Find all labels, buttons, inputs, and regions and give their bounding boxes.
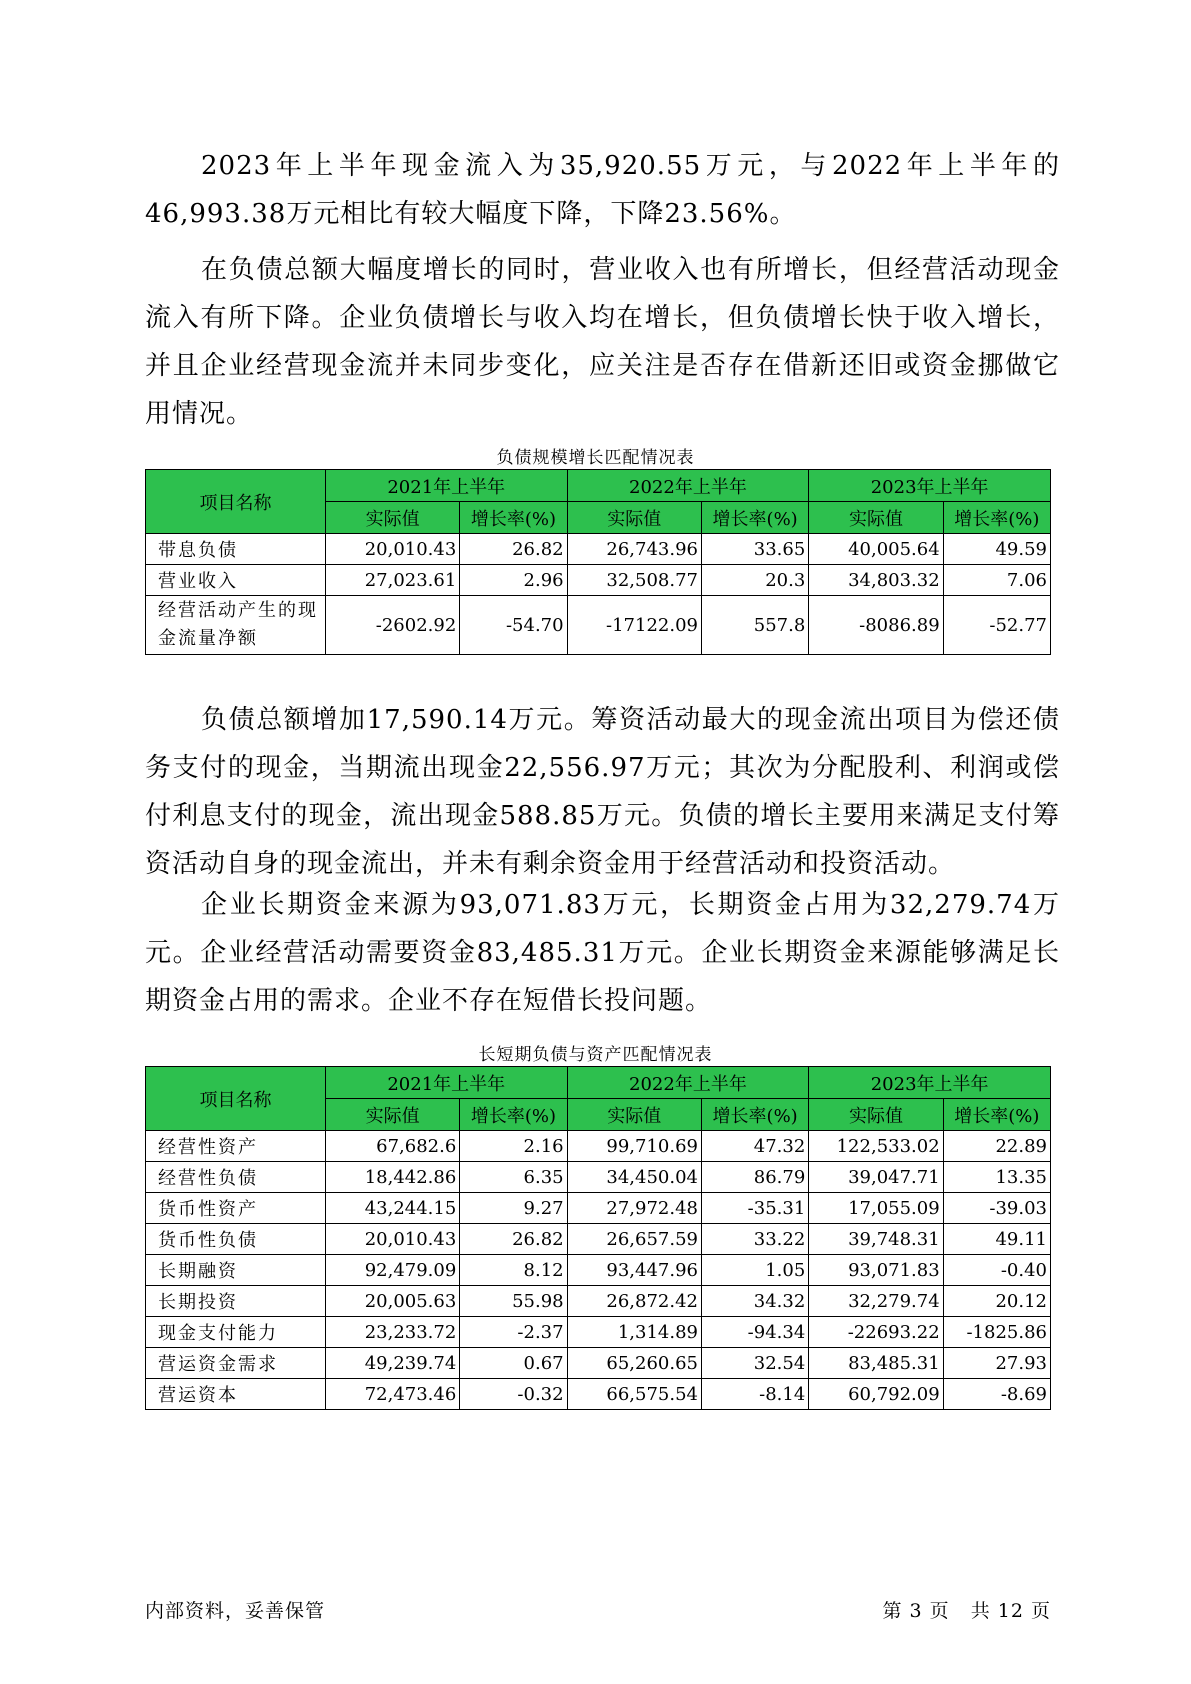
cell-value: -2602.92 [325,596,459,655]
header-growth-rate: 增长率(%) [701,502,808,534]
row-label: 经营性资产 [146,1131,326,1162]
cell-value: 39,047.71 [809,1162,943,1193]
cell-value: 40,005.64 [809,534,943,565]
cell-value: 49,239.74 [325,1348,459,1379]
cell-value: 20,010.43 [325,534,459,565]
header-actual-value: 实际值 [325,1099,459,1131]
cell-value: -8.69 [943,1379,1050,1410]
cell-value: 32,279.74 [809,1286,943,1317]
row-label: 货币性负债 [146,1224,326,1255]
cell-value: 32.54 [701,1348,808,1379]
header-actual-value: 实际值 [809,502,943,534]
table-row [146,1162,1051,1193]
cell-value: 20,010.43 [325,1224,459,1255]
cell-value: 1,314.89 [567,1317,701,1348]
row-label: 营业收入 [146,565,326,596]
cell-value: 32,508.77 [567,565,701,596]
cell-value: 17,055.09 [809,1193,943,1224]
cell-value: 99,710.69 [567,1131,701,1162]
footer-page-number: 第 3 页 共 12 页 [882,1600,1051,1622]
cell-value: 86.79 [701,1162,808,1193]
cell-value: -0.32 [460,1379,567,1410]
cell-value: -8.14 [701,1379,808,1410]
paragraph-cash-inflow: 2023年上半年现金流入为35,920.55万元，与2022年上半年的46,993.38万元相比有较大幅度下降，下降23.56%。 [145,151,1060,229]
table2-caption: 长短期负债与资产匹配情况表 [478,1045,713,1065]
cell-value: 13.35 [943,1162,1050,1193]
row-label: 营运资本 [146,1379,326,1410]
cell-value: 20,005.63 [325,1286,459,1317]
cell-value: -22693.22 [809,1317,943,1348]
header-period-2021: 2021年上半年 [325,470,567,502]
cell-value: -17122.09 [567,596,701,655]
row-label: 经营性负债 [146,1162,326,1193]
cell-value: 20.12 [943,1286,1050,1317]
cell-value: 34,450.04 [567,1162,701,1193]
header-actual-value: 实际值 [325,502,459,534]
header-growth-rate: 增长率(%) [943,502,1050,534]
cell-value: -39.03 [943,1193,1050,1224]
cell-value: 93,447.96 [567,1255,701,1286]
cell-value: 2.96 [460,565,567,596]
cell-value: -54.70 [460,596,567,655]
cell-value: 20.3 [701,565,808,596]
cell-value: 34.32 [701,1286,808,1317]
cell-value: 26,743.96 [567,534,701,565]
cell-value: 27,972.48 [567,1193,701,1224]
cell-value: -1825.86 [943,1317,1050,1348]
cell-value: 557.8 [701,596,808,655]
cell-value: -2.37 [460,1317,567,1348]
cell-value: 27.93 [943,1348,1050,1379]
cell-value: 66,575.54 [567,1379,701,1410]
header-growth-rate: 增长率(%) [460,1099,567,1131]
header-actual-value: 实际值 [567,502,701,534]
header-item-name: 项目名称 [146,1067,326,1131]
cell-value: 0.67 [460,1348,567,1379]
cell-value: 22.89 [943,1131,1050,1162]
cell-value: 1.05 [701,1255,808,1286]
paragraph-long-term-funds: 企业长期资金来源为93,071.83万元，长期资金占用为32,279.74万元。企业经营活动需要资金83,485.31万元。企业长期资金来源能够满足长期资金占用的需求。企业不存在短借长投问题。 [145,890,1060,1016]
paragraph-debt-increase: 负债总额增加17,590.14万元。筹资活动最大的现金流出项目为偿还债务支付的现金，当期流出现金22,556.97万元；其次为分配股利、利润或偿付利息支付的现金，流出现金588.85万元。负债的增长主要用来满足支付筹资活动自身的现金流出，并未有剩余资金用于经营活动和投资活动。 [145,705,1060,879]
cell-value: 26,872.42 [567,1286,701,1317]
cell-value: 18,442.86 [325,1162,459,1193]
cell-value: 9.27 [460,1193,567,1224]
cell-value: 26.82 [460,1224,567,1255]
cell-value: 47.32 [701,1131,808,1162]
row-label: 带息负债 [146,534,326,565]
cell-value: 26.82 [460,534,567,565]
long-short-term-matching-table [145,1066,1051,1410]
cell-value: 49.11 [943,1224,1050,1255]
cell-value: 8.12 [460,1255,567,1286]
header-period-2022: 2022年上半年 [567,1067,809,1099]
cell-value: 33.65 [701,534,808,565]
header-period-2022: 2022年上半年 [567,470,809,502]
cell-value: 7.06 [943,565,1050,596]
cell-value: -94.34 [701,1317,808,1348]
cell-value: 23,233.72 [325,1317,459,1348]
header-actual-value: 实际值 [567,1099,701,1131]
debt-scale-matching-table [145,469,1051,655]
table-row [146,534,1051,565]
cell-value: 33.22 [701,1224,808,1255]
row-label: 长期投资 [146,1286,326,1317]
table-row [146,1255,1051,1286]
table-row [146,596,1051,655]
cell-value: 122,533.02 [809,1131,943,1162]
cell-value: 65,260.65 [567,1348,701,1379]
table-row [146,1348,1051,1379]
cell-value: -52.77 [943,596,1050,655]
row-label: 现金支付能力 [146,1317,326,1348]
cell-value: 93,071.83 [809,1255,943,1286]
table-row [146,1379,1051,1410]
cell-value: 60,792.09 [809,1379,943,1410]
row-label: 营运资金需求 [146,1348,326,1379]
table1-caption: 负债规模增长匹配情况表 [496,448,695,468]
cell-value: 55.98 [460,1286,567,1317]
table-row [146,1224,1051,1255]
cell-value: 49.59 [943,534,1050,565]
cell-value: 67,682.6 [325,1131,459,1162]
header-growth-rate: 增长率(%) [460,502,567,534]
cell-value: 39,748.31 [809,1224,943,1255]
table-row [146,1286,1051,1317]
paragraph-debt-growth: 在负债总额大幅度增长的同时，营业收入也有所增长，但经营活动现金流入有所下降。企业负债增长与收入均在增长，但负债增长快于收入增长，并且企业经营现金流并未同步变化，应关注是否存在借新还旧或资金挪做它用情况。 [145,255,1060,429]
row-label: 经营活动产生的现金流量净额 [146,596,326,655]
header-period-2023: 2023年上半年 [809,1067,1051,1099]
cell-value: 43,244.15 [325,1193,459,1224]
table-row [146,1193,1051,1224]
cell-value: -8086.89 [809,596,943,655]
table-row [146,565,1051,596]
cell-value: 2.16 [460,1131,567,1162]
table-row [146,1131,1051,1162]
cell-value: 83,485.31 [809,1348,943,1379]
cell-value: -35.31 [701,1193,808,1224]
cell-value: 34,803.32 [809,565,943,596]
header-item-name: 项目名称 [146,470,326,534]
header-growth-rate: 增长率(%) [943,1099,1050,1131]
cell-value: -0.40 [943,1255,1050,1286]
cell-value: 72,473.46 [325,1379,459,1410]
row-label: 货币性资产 [146,1193,326,1224]
row-label: 长期融资 [146,1255,326,1286]
header-period-2023: 2023年上半年 [809,470,1051,502]
cell-value: 6.35 [460,1162,567,1193]
footer-confidential-note: 内部资料，妥善保管 [145,1600,326,1622]
table-row [146,1317,1051,1348]
cell-value: 92,479.09 [325,1255,459,1286]
header-growth-rate: 增长率(%) [701,1099,808,1131]
cell-value: 26,657.59 [567,1224,701,1255]
header-actual-value: 实际值 [809,1099,943,1131]
cell-value: 27,023.61 [325,565,459,596]
header-period-2021: 2021年上半年 [325,1067,567,1099]
